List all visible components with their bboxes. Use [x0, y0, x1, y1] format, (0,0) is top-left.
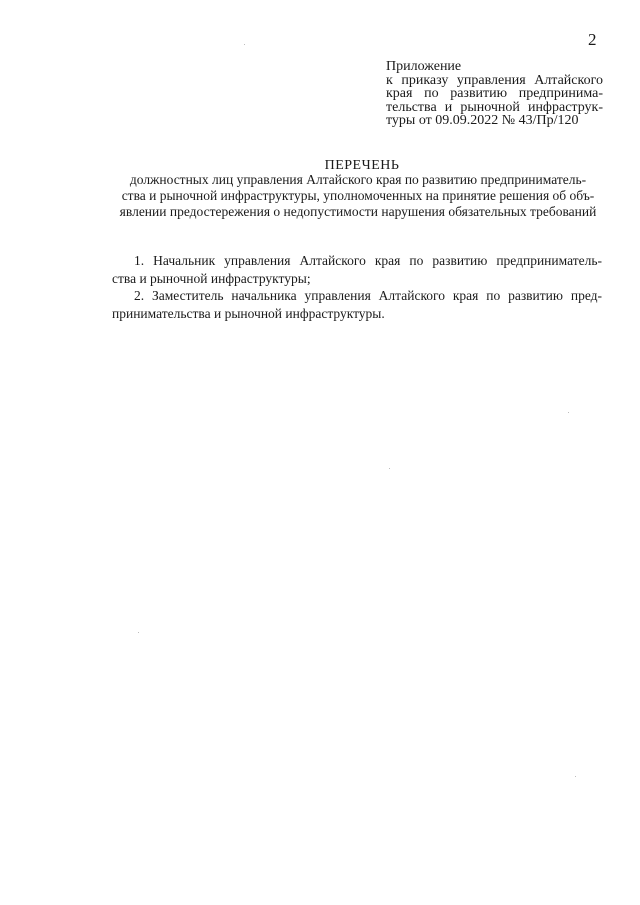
list-item-line: 2. Заместитель начальника управления Алтайского края по развитию пред-: [134, 288, 602, 303]
page-number: 2: [588, 30, 597, 49]
document-title: ПЕРЕЧЕНЬ: [324, 158, 400, 173]
annex-order-reference: туры от 09.09.2022 № 43/Пр/120: [386, 113, 579, 128]
subtitle-line: должностных лиц управления Алтайского края по развитию предприниматель-: [129, 172, 587, 187]
list-item: [112, 252, 602, 287]
annex-block: [386, 60, 603, 128]
scan-speck: [389, 468, 390, 469]
annex-label: Приложение: [386, 59, 462, 74]
subtitle-line: явлении предостережения о недопустимости нарушения обязательных требований: [119, 204, 597, 219]
list-item-line: принимательства и рыночной инфраструктуры.: [112, 305, 385, 321]
annex-line: к приказу управления Алтайского: [386, 72, 603, 88]
list-item: [112, 287, 602, 322]
annex-line: края по развитию предпринима-: [386, 86, 603, 101]
scan-speck: [575, 776, 576, 777]
annex-line: тельства и рыночной инфраструк-: [386, 99, 603, 115]
subtitle-line: ства и рыночной инфраструктуры, уполномоченных на принятие решения об объ-: [121, 188, 595, 203]
scan-speck: [568, 412, 569, 413]
document-subtitle: [114, 172, 602, 220]
scan-speck: [244, 44, 245, 45]
list-item-line: 1. Начальник управления Алтайского края по развитию предприниматель-: [134, 253, 602, 268]
scan-speck: [138, 632, 139, 633]
officials-list: [112, 252, 602, 322]
list-item-line: ства и рыночной инфраструктуры;: [112, 270, 311, 286]
